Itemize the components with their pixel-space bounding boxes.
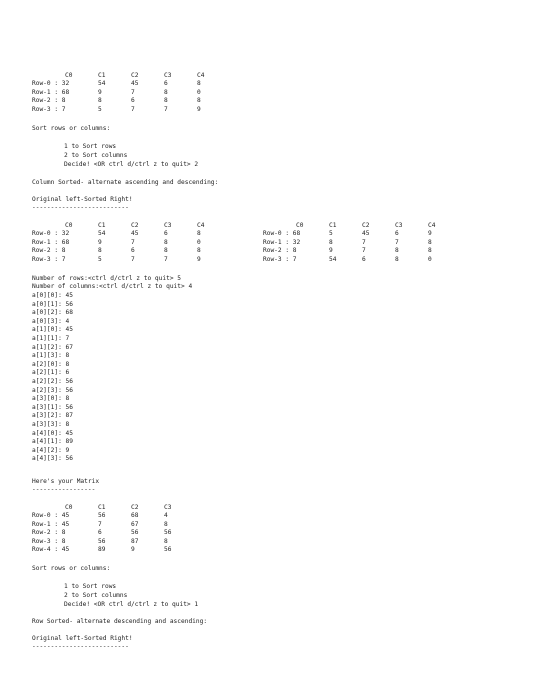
original-sorted-label: Original left-Sorted Right! (32, 635, 133, 642)
matrix3-row-label: Row-3 : 8 (32, 537, 66, 545)
matrix1-header-c4: C4 (197, 72, 205, 79)
matrix2_right-cell: 54 (329, 255, 337, 263)
matrix-entry-line: a[4][3]: 56 (32, 455, 73, 463)
matrix3-cell: 87 (131, 537, 139, 545)
matrix2_right-cell: 7 (362, 247, 366, 255)
matrix2_right-header-c3: C3 (395, 222, 403, 229)
matrix2_left-cell: 7 (131, 238, 135, 246)
matrix2_left-cell: 8 (197, 247, 201, 255)
matrix2_left-row-label: Row-2 : 8 (32, 247, 66, 255)
option-sort-rows: 1 to Sort rows (64, 143, 117, 150)
matrix-entry-line: a[0][2]: 68 (32, 309, 73, 317)
matrix3-cell: 9 (131, 546, 135, 554)
matrix2_left-header-c1: C1 (98, 222, 106, 229)
matrix3-header-c2: C2 (131, 504, 139, 511)
matrix3-cell: 67 (131, 520, 139, 528)
matrix1-cell: 9 (98, 88, 102, 96)
matrix3-row-label: Row-4 : 45 (32, 546, 70, 554)
matrix3-header-c0: C0 (65, 504, 73, 511)
matrix-entry-line: a[4][1]: 89 (32, 438, 73, 446)
matrix1-row-label: Row-3 : 7 (32, 105, 66, 113)
matrix2_left-header-c4: C4 (197, 222, 205, 229)
matrix-entry-line: a[3][2]: 87 (32, 412, 73, 420)
matrix3-row-label: Row-1 : 45 (32, 520, 70, 528)
matrix1-header-c2: C2 (131, 72, 139, 79)
option-sort-rows: 1 to Sort rows (64, 583, 117, 590)
matrix2_left-header-c3: C3 (164, 222, 172, 229)
matrix1-row-label: Row-2 : 8 (32, 97, 66, 105)
matrix2_left-row-label: Row-0 : 32 (32, 230, 70, 237)
matrix1-cell: 6 (131, 97, 135, 105)
matrix-entry-line: a[3][0]: 8 (32, 395, 70, 403)
matrix2_left-cell: 6 (131, 247, 135, 255)
matrix3-cell: 56 (98, 537, 106, 545)
matrix3-row-label: Row-2 : 8 (32, 529, 66, 537)
matrix-entry-line: a[3][3]: 8 (32, 421, 70, 428)
matrix1-cell: 7 (131, 105, 135, 113)
matrix3-cell: 4 (164, 512, 168, 519)
matrix2_right-header-c4: C4 (428, 222, 436, 229)
matrix2_left-header-c2: C2 (131, 222, 139, 229)
matrix3-cell: 8 (164, 520, 168, 528)
matrix3-header-c1: C1 (98, 504, 106, 511)
matrix2_left-cell: 9 (98, 238, 102, 246)
matrix-entry-line: a[0][0]: 45 (32, 292, 73, 299)
matrix2_right-cell: 7 (395, 238, 399, 246)
matrix3-cell: 8 (164, 537, 168, 545)
matrix2_right-row-label: Row-0 : 68 (263, 230, 301, 237)
option-sort-columns: 2 to Sort columns (64, 592, 128, 599)
matrix2_left-cell: 8 (197, 230, 201, 237)
matrix3-cell: 56 (164, 529, 172, 537)
matrix2_right-row-label: Row-1 : 32 (263, 238, 301, 246)
matrix1-row-label: Row-1 : 68 (32, 88, 70, 96)
matrix1-cell: 7 (164, 105, 168, 113)
matrix-entry-line: a[2][2]: 56 (32, 378, 73, 385)
matrix-entry-line: a[0][3]: 4 (32, 317, 70, 325)
matrix1-cell: 9 (197, 105, 201, 113)
matrix3-cell: 7 (98, 520, 102, 528)
matrix1-cell: 0 (197, 88, 201, 96)
matrix2_left-row-label: Row-1 : 68 (32, 238, 70, 246)
matrix-entry-line: a[0][1]: 56 (32, 300, 73, 308)
matrix2_right-cell: 6 (395, 230, 399, 237)
heres-your-matrix: Here's your Matrix (32, 478, 100, 485)
matrix2_left-cell: 8 (98, 247, 102, 255)
matrix1-header-c0: C0 (65, 72, 73, 79)
matrix3-cell: 68 (131, 512, 139, 519)
matrix2_left-cell: 9 (197, 255, 201, 263)
matrix1-cell: 7 (131, 88, 135, 96)
matrix1-cell: 8 (98, 97, 102, 105)
separator: -------------------------- (32, 204, 129, 211)
matrix3-cell: 56 (131, 529, 139, 537)
matrix1-cell: 8 (164, 97, 168, 105)
matrix2_left-cell: 0 (197, 238, 201, 246)
matrix-entry-line: a[2][0]: 8 (32, 360, 70, 368)
decide-prompt: Decide! <OR ctrl d/ctrl z to quit> 1 (64, 601, 199, 608)
option-sort-columns: 2 to Sort columns (64, 152, 128, 159)
matrix3-row-label: Row-0 : 45 (32, 512, 70, 519)
matrix-entry-line: a[2][1]: 6 (32, 369, 70, 377)
sort-result-message: Row Sorted- alternate descending and ascending: (32, 618, 208, 625)
matrix1-cell: 8 (197, 97, 201, 105)
matrix3-cell: 6 (98, 529, 102, 537)
matrix2_right-header-c1: C1 (329, 222, 337, 229)
matrix2_right-cell: 8 (395, 255, 399, 263)
matrix2_right-cell: 8 (395, 247, 399, 255)
matrix1-header-c3: C3 (164, 72, 172, 79)
matrix1-cell: 45 (131, 80, 139, 87)
sort-result-message: Column Sorted- alternate ascending and descending: (32, 179, 219, 186)
matrix2_right-header-c0: C0 (296, 222, 304, 229)
matrix2_right-header-c2: C2 (362, 222, 370, 229)
sort-question: Sort rows or columns: (32, 125, 111, 132)
matrix1-row-label: Row-0 : 32 (32, 80, 70, 87)
matrix1-cell: 5 (98, 105, 102, 113)
matrix2_left-cell: 54 (98, 230, 106, 237)
matrix1-cell: 54 (98, 80, 106, 87)
matrix2_left-header-c0: C0 (65, 222, 73, 229)
matrix-entry-line: a[4][0]: 45 (32, 429, 73, 437)
matrix2_right-row-label: Row-3 : 7 (263, 255, 297, 263)
matrix2_left-row-label: Row-3 : 7 (32, 255, 66, 263)
rows-prompt: Number of rows:<ctrl d/ctrl z to quit> 5 (32, 275, 182, 282)
matrix-entry-line: a[1][3]: 8 (32, 352, 70, 360)
matrix2_left-cell: 7 (131, 255, 135, 263)
matrix2_right-cell: 8 (428, 238, 432, 246)
matrix2_left-cell: 8 (164, 238, 168, 246)
original-sorted-label: Original left-Sorted Right! (32, 196, 133, 203)
matrix2_left-cell: 8 (164, 247, 168, 255)
matrix1-cell: 8 (197, 80, 201, 87)
matrix2_left-cell: 45 (131, 230, 139, 237)
matrix2_right-cell: 9 (428, 230, 432, 237)
matrix2_right-cell: 7 (362, 238, 366, 246)
sort-question: Sort rows or columns: (32, 565, 111, 572)
matrix-entry-line: a[4][2]: 9 (32, 446, 70, 454)
matrix3-header-c3: C3 (164, 504, 172, 511)
matrix2_left-cell: 5 (98, 255, 102, 263)
separator: -------------------------- (32, 643, 129, 650)
matrix2_right-cell: 5 (329, 230, 333, 237)
matrix-entry-line: a[1][0]: 45 (32, 326, 73, 334)
matrix1-cell: 6 (164, 80, 168, 87)
decide-prompt: Decide! <OR ctrl d/ctrl z to quit> 2 (64, 161, 199, 168)
matrix2_right-row-label: Row-2 : 8 (263, 247, 297, 255)
matrix2_right-cell: 9 (329, 247, 333, 255)
matrix1-header-c1: C1 (98, 72, 106, 79)
matrix2_right-cell: 45 (362, 230, 370, 237)
matrix3-cell: 56 (98, 512, 106, 519)
matrix3-cell: 56 (164, 546, 172, 554)
matrix-entry-line: a[1][1]: 7 (32, 335, 70, 342)
matrix2_right-cell: 0 (428, 255, 432, 263)
matrix2_right-cell: 8 (428, 247, 432, 255)
matrix2_right-cell: 8 (329, 238, 333, 246)
matrix1-cell: 8 (164, 88, 168, 96)
matrix2_left-cell: 6 (164, 230, 168, 237)
separator: ----------------- (32, 486, 96, 493)
columns-prompt: Number of columns:<ctrl d/ctrl z to quit> 4 (32, 283, 193, 290)
matrix2_left-cell: 7 (164, 255, 168, 263)
matrix-entry-line: a[2][3]: 56 (32, 386, 73, 394)
matrix3-cell: 89 (98, 546, 106, 554)
matrix-entry-line: a[1][2]: 67 (32, 343, 73, 351)
matrix-entry-line: a[3][1]: 56 (32, 403, 73, 411)
matrix2_right-cell: 6 (362, 255, 366, 263)
